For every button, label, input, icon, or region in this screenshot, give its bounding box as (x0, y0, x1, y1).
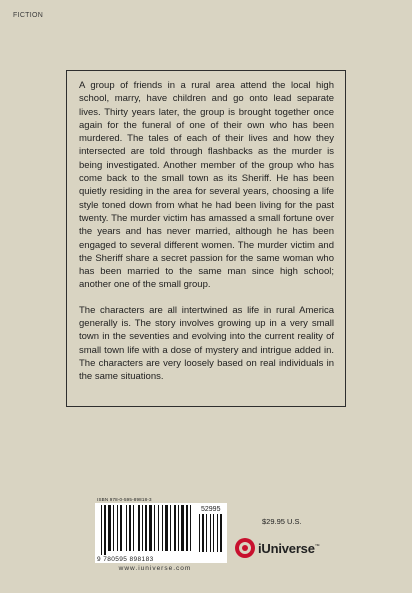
price-label: $29.95 U.S. (262, 517, 302, 526)
publisher-name (258, 541, 320, 556)
genre-label: FICTION (13, 12, 44, 19)
barcode-price-code: 52995 (201, 506, 221, 513)
barcode-block (95, 497, 227, 572)
barcode-digits: 9 780595 898183 (97, 556, 154, 563)
isbn-text: ISBN 978-0-595-89818-3 (97, 497, 152, 502)
publisher-name-text: iUniverse (258, 540, 315, 556)
blurb-paragraph-1: A group of friends in a rural area attend the local high school, marry, have children and go onto lead separate lives. Thirty years later, the group is brought together once again for the funeral of one of their own who has been murdered. The tales of each of their lives and how they intersected are told through flashbacks as the murder is being investigated. Another member of the group who has come back to the small town as its Sheriff. He has been quietly residing in the area for several years, choosing a life style toned down from what he had been living for the past twenty. The murder victim has amassed a small fortune over the years and has never married, although he has been engaged to several different women. The murder victim and the Sheriff share a secret passion for the same woman who has been married to the same man since high school; another one of the small group. (79, 80, 334, 291)
blurb-paragraph-2: The characters are all intertwined as life in rural America generally is. The story involves growing up in a very small town in the seventies and evolving into the current reality of small town life with a dose of mystery and intrigue added in. The characters are very loosely based on real individuals in the same situations. (79, 304, 334, 383)
publisher-trademark: ™ (314, 543, 320, 550)
publisher-logo (235, 538, 320, 558)
publisher-url: www.iuniverse.com (118, 565, 192, 572)
barcode (95, 503, 227, 563)
iuniverse-logo-icon (235, 538, 255, 558)
blurb-box (66, 70, 346, 407)
